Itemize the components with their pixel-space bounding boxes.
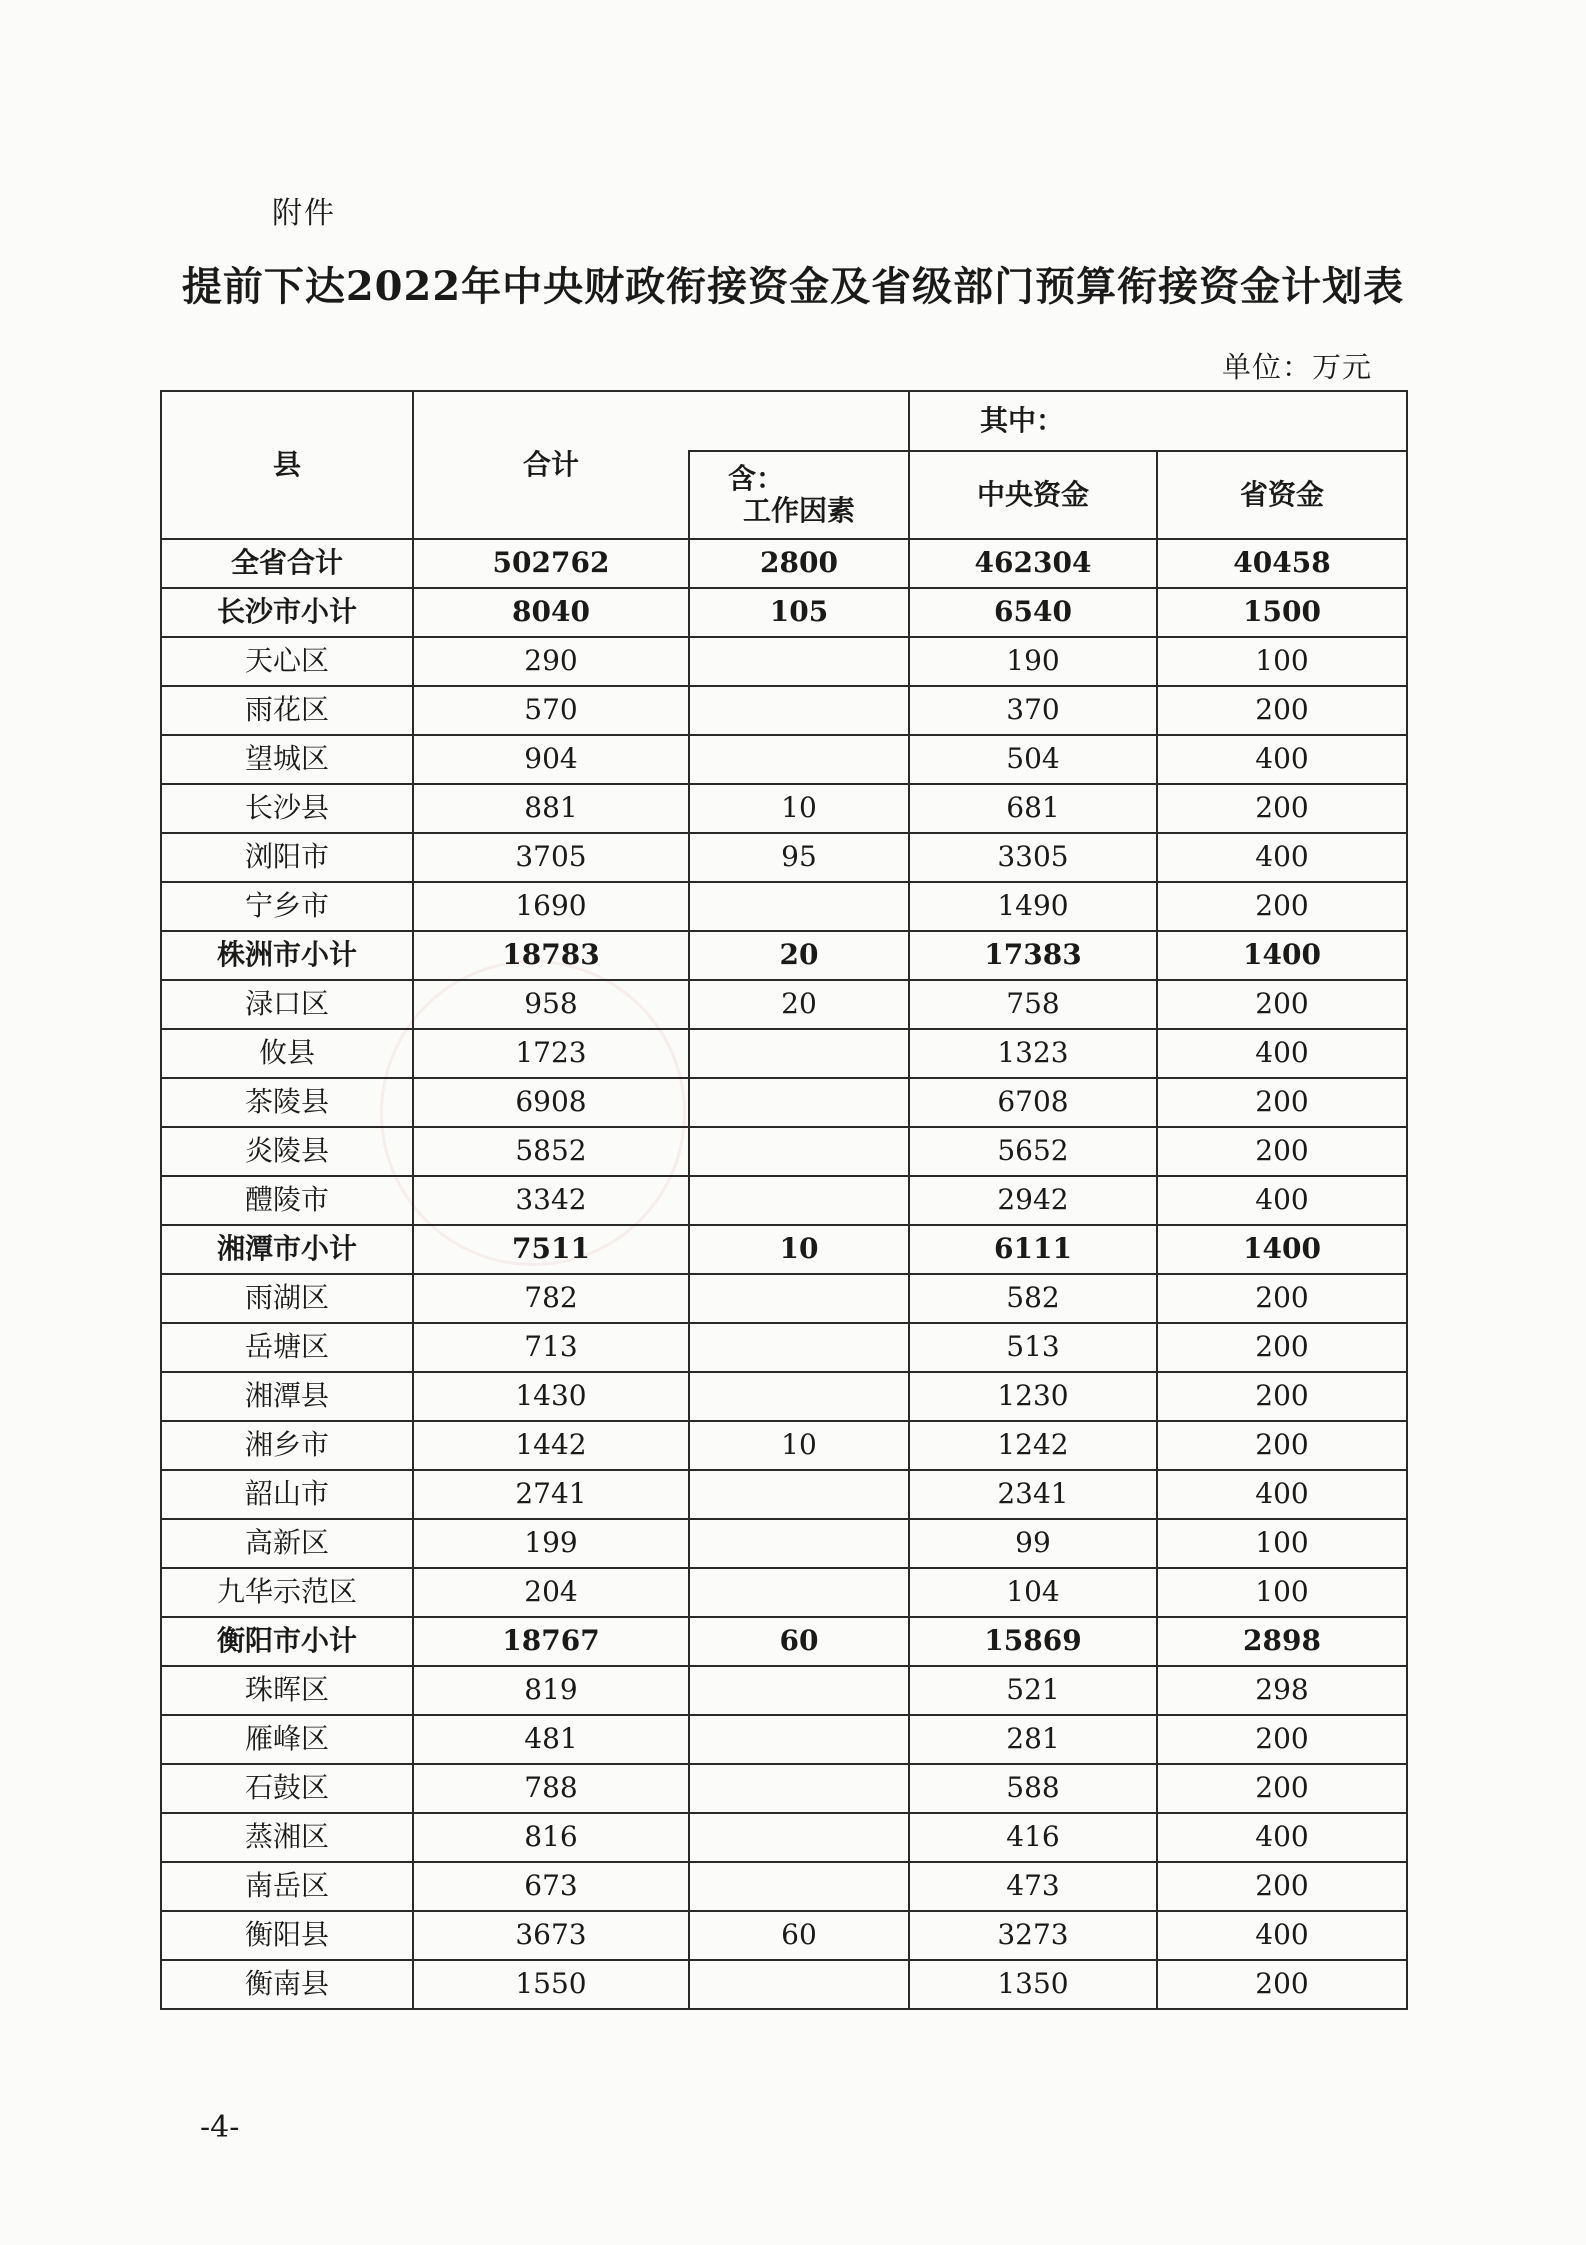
table-row <box>161 1764 1407 1813</box>
table-row <box>161 1470 1407 1519</box>
cell-county: 高新区 <box>161 1519 413 1568</box>
cell-central: 3305 <box>909 833 1157 882</box>
cell-total: 7511 <box>413 1225 689 1274</box>
cell-county: 衡阳县 <box>161 1911 413 1960</box>
cell-county: 渌口区 <box>161 980 413 1029</box>
header-blank <box>689 391 909 451</box>
cell-county: 九华示范区 <box>161 1568 413 1617</box>
cell-county: 茶陵县 <box>161 1078 413 1127</box>
cell-central: 15869 <box>909 1617 1157 1666</box>
header-central-funds: 中央资金 <box>909 451 1157 539</box>
cell-work-factor <box>689 1176 909 1225</box>
cell-total: 3342 <box>413 1176 689 1225</box>
cell-county: 株洲市小计 <box>161 931 413 980</box>
cell-county: 雁峰区 <box>161 1715 413 1764</box>
document-title: 提前下达2022年中央财政衔接资金及省级部门预算衔接资金计划表 <box>181 263 1405 310</box>
cell-county: 攸县 <box>161 1029 413 1078</box>
cell-work-factor <box>689 1519 909 1568</box>
cell-work-factor: 20 <box>689 931 909 980</box>
cell-central: 190 <box>909 637 1157 686</box>
cell-central: 1242 <box>909 1421 1157 1470</box>
cell-county: 南岳区 <box>161 1862 413 1911</box>
cell-work-factor <box>689 735 909 784</box>
cell-work-factor <box>689 1715 909 1764</box>
cell-central: 6708 <box>909 1078 1157 1127</box>
subtotal-row <box>161 588 1407 637</box>
cell-work-factor: 10 <box>689 1421 909 1470</box>
cell-provincial: 200 <box>1157 882 1407 931</box>
cell-central: 104 <box>909 1568 1157 1617</box>
cell-provincial: 400 <box>1157 833 1407 882</box>
cell-provincial: 200 <box>1157 1078 1407 1127</box>
cell-total: 904 <box>413 735 689 784</box>
cell-provincial: 400 <box>1157 1911 1407 1960</box>
cell-total: 204 <box>413 1568 689 1617</box>
cell-county: 长沙市小计 <box>161 588 413 637</box>
cell-county: 浏阳市 <box>161 833 413 882</box>
cell-total: 8040 <box>413 588 689 637</box>
table-row <box>161 1323 1407 1372</box>
cell-total: 958 <box>413 980 689 1029</box>
cell-provincial: 1400 <box>1157 1225 1407 1274</box>
table-row <box>161 1176 1407 1225</box>
cell-county: 湘乡市 <box>161 1421 413 1470</box>
cell-provincial: 200 <box>1157 1960 1407 2009</box>
cell-provincial: 200 <box>1157 1127 1407 1176</box>
table-row <box>161 882 1407 931</box>
cell-work-factor <box>689 1470 909 1519</box>
table-row <box>161 833 1407 882</box>
cell-central: 2341 <box>909 1470 1157 1519</box>
cell-provincial: 100 <box>1157 1568 1407 1617</box>
cell-county: 珠晖区 <box>161 1666 413 1715</box>
cell-provincial: 1500 <box>1157 588 1407 637</box>
cell-total: 3705 <box>413 833 689 882</box>
cell-provincial: 100 <box>1157 1519 1407 1568</box>
cell-work-factor <box>689 1029 909 1078</box>
cell-county: 望城区 <box>161 735 413 784</box>
cell-work-factor <box>689 1127 909 1176</box>
cell-total: 5852 <box>413 1127 689 1176</box>
table-row <box>161 1960 1407 2009</box>
cell-total: 782 <box>413 1274 689 1323</box>
cell-county: 宁乡市 <box>161 882 413 931</box>
cell-total: 788 <box>413 1764 689 1813</box>
cell-total: 570 <box>413 686 689 735</box>
subtotal-row <box>161 539 1407 588</box>
cell-provincial: 200 <box>1157 1862 1407 1911</box>
cell-total: 1690 <box>413 882 689 931</box>
header-provincial-funds: 省资金 <box>1157 451 1407 539</box>
cell-work-factor <box>689 1764 909 1813</box>
table-row <box>161 784 1407 833</box>
cell-total: 290 <box>413 637 689 686</box>
cell-provincial: 200 <box>1157 1372 1407 1421</box>
attachment-label: 附件 <box>272 196 336 231</box>
header-total: 合计 <box>413 391 689 539</box>
cell-work-factor <box>689 1078 909 1127</box>
cell-central: 3273 <box>909 1911 1157 1960</box>
table-row <box>161 1715 1407 1764</box>
subtotal-row <box>161 1617 1407 1666</box>
table-row <box>161 980 1407 1029</box>
table-row <box>161 1274 1407 1323</box>
table-row <box>161 1568 1407 1617</box>
cell-work-factor <box>689 1960 909 2009</box>
cell-county: 醴陵市 <box>161 1176 413 1225</box>
table-row <box>161 637 1407 686</box>
header-including-work-factor <box>689 451 909 539</box>
cell-central: 5652 <box>909 1127 1157 1176</box>
cell-provincial: 200 <box>1157 1764 1407 1813</box>
unit-label: 单位：万元 <box>1221 350 1372 384</box>
funds-plan-table <box>160 390 1408 2010</box>
cell-central: 681 <box>909 784 1157 833</box>
cell-central: 370 <box>909 686 1157 735</box>
cell-central: 1230 <box>909 1372 1157 1421</box>
cell-total: 713 <box>413 1323 689 1372</box>
cell-total: 816 <box>413 1813 689 1862</box>
cell-central: 582 <box>909 1274 1157 1323</box>
cell-provincial: 200 <box>1157 980 1407 1029</box>
cell-provincial: 400 <box>1157 1176 1407 1225</box>
cell-work-factor: 95 <box>689 833 909 882</box>
cell-provincial: 200 <box>1157 1323 1407 1372</box>
cell-total: 6908 <box>413 1078 689 1127</box>
table-row <box>161 1078 1407 1127</box>
cell-provincial: 400 <box>1157 1029 1407 1078</box>
cell-work-factor: 105 <box>689 588 909 637</box>
cell-county: 雨湖区 <box>161 1274 413 1323</box>
cell-county: 湘潭市小计 <box>161 1225 413 1274</box>
table-row <box>161 1911 1407 1960</box>
cell-provincial: 298 <box>1157 1666 1407 1715</box>
cell-central: 416 <box>909 1813 1157 1862</box>
table-row <box>161 1372 1407 1421</box>
header-including-line1: 含： <box>728 461 785 495</box>
cell-central: 588 <box>909 1764 1157 1813</box>
cell-total: 881 <box>413 784 689 833</box>
cell-total: 18783 <box>413 931 689 980</box>
cell-county: 长沙县 <box>161 784 413 833</box>
cell-county: 石鼓区 <box>161 1764 413 1813</box>
table-row <box>161 1666 1407 1715</box>
cell-county: 韶山市 <box>161 1470 413 1519</box>
cell-work-factor <box>689 1274 909 1323</box>
cell-provincial: 200 <box>1157 686 1407 735</box>
cell-total: 1550 <box>413 1960 689 2009</box>
cell-central: 1350 <box>909 1960 1157 2009</box>
cell-provincial: 400 <box>1157 1813 1407 1862</box>
table-row <box>161 1421 1407 1470</box>
cell-provincial: 200 <box>1157 1274 1407 1323</box>
cell-work-factor <box>689 1568 909 1617</box>
cell-total: 1723 <box>413 1029 689 1078</box>
cell-county: 天心区 <box>161 637 413 686</box>
cell-provincial: 400 <box>1157 735 1407 784</box>
header-county: 县 <box>161 391 413 539</box>
table-row <box>161 1813 1407 1862</box>
table-row <box>161 686 1407 735</box>
cell-central: 758 <box>909 980 1157 1029</box>
page-number: -4- <box>200 2110 240 2145</box>
table-row <box>161 735 1407 784</box>
cell-provincial: 200 <box>1157 1715 1407 1764</box>
cell-work-factor <box>689 1862 909 1911</box>
cell-provincial: 100 <box>1157 637 1407 686</box>
cell-work-factor <box>689 1323 909 1372</box>
cell-central: 6111 <box>909 1225 1157 1274</box>
cell-provincial: 400 <box>1157 1470 1407 1519</box>
cell-total: 502762 <box>413 539 689 588</box>
cell-work-factor: 10 <box>689 784 909 833</box>
cell-total: 673 <box>413 1862 689 1911</box>
cell-work-factor <box>689 637 909 686</box>
cell-provincial: 200 <box>1157 784 1407 833</box>
cell-central: 473 <box>909 1862 1157 1911</box>
cell-provincial: 2898 <box>1157 1617 1407 1666</box>
cell-central: 513 <box>909 1323 1157 1372</box>
cell-total: 1430 <box>413 1372 689 1421</box>
cell-county: 湘潭县 <box>161 1372 413 1421</box>
cell-work-factor <box>689 1666 909 1715</box>
cell-county: 衡南县 <box>161 1960 413 2009</box>
cell-work-factor: 60 <box>689 1617 909 1666</box>
cell-work-factor <box>689 1813 909 1862</box>
cell-work-factor: 60 <box>689 1911 909 1960</box>
cell-total: 819 <box>413 1666 689 1715</box>
cell-provincial: 200 <box>1157 1421 1407 1470</box>
cell-central: 2942 <box>909 1176 1157 1225</box>
cell-total: 1442 <box>413 1421 689 1470</box>
cell-central: 17383 <box>909 931 1157 980</box>
subtotal-row <box>161 931 1407 980</box>
cell-central: 1323 <box>909 1029 1157 1078</box>
table-row <box>161 1519 1407 1568</box>
header-of-which: 其中： <box>909 391 1407 451</box>
cell-central: 1490 <box>909 882 1157 931</box>
cell-county: 雨花区 <box>161 686 413 735</box>
cell-total: 199 <box>413 1519 689 1568</box>
cell-central: 6540 <box>909 588 1157 637</box>
header-including-line2: 工作因素 <box>742 494 855 527</box>
cell-central: 99 <box>909 1519 1157 1568</box>
table-row <box>161 1029 1407 1078</box>
cell-work-factor <box>689 1372 909 1421</box>
cell-county: 蒸湘区 <box>161 1813 413 1862</box>
cell-provincial: 1400 <box>1157 931 1407 980</box>
cell-total: 481 <box>413 1715 689 1764</box>
subtotal-row <box>161 1225 1407 1274</box>
cell-total: 18767 <box>413 1617 689 1666</box>
cell-central: 504 <box>909 735 1157 784</box>
cell-central: 521 <box>909 1666 1157 1715</box>
cell-work-factor: 20 <box>689 980 909 1029</box>
cell-work-factor: 10 <box>689 1225 909 1274</box>
cell-county: 全省合计 <box>161 539 413 588</box>
cell-central: 281 <box>909 1715 1157 1764</box>
cell-work-factor <box>689 686 909 735</box>
cell-total: 2741 <box>413 1470 689 1519</box>
cell-total: 3673 <box>413 1911 689 1960</box>
table-row <box>161 1127 1407 1176</box>
cell-county: 衡阳市小计 <box>161 1617 413 1666</box>
cell-work-factor <box>689 882 909 931</box>
header-row-1 <box>161 391 1407 451</box>
cell-work-factor: 2800 <box>689 539 909 588</box>
cell-county: 炎陵县 <box>161 1127 413 1176</box>
cell-county: 岳塘区 <box>161 1323 413 1372</box>
cell-central: 462304 <box>909 539 1157 588</box>
table-row <box>161 1862 1407 1911</box>
cell-provincial: 40458 <box>1157 539 1407 588</box>
